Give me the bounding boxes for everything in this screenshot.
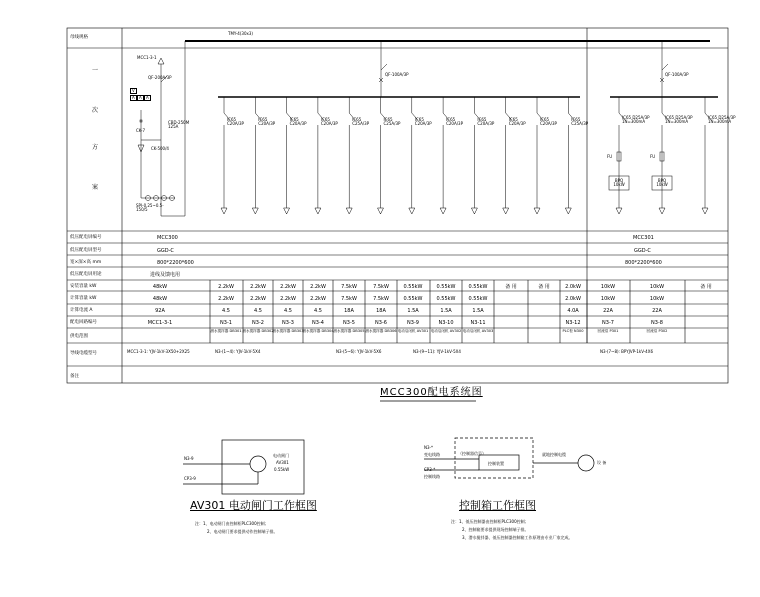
incoming-ck: CK-7	[136, 128, 145, 133]
cell-calc-7: 0.55kW	[403, 296, 423, 302]
cell-supply-4: 潜水搅拌器 DB304	[302, 329, 334, 333]
row-label-0: 母线规格	[70, 35, 88, 40]
rbranch-arrow-1	[659, 208, 665, 214]
cell-supply-3: 潜水搅拌器 DB303	[272, 329, 304, 333]
cable-note-incoming: MCC1-3-1: YJV-1kV-3X50+2X25	[127, 349, 190, 354]
ctrl-note-1: 注：1、低压控制器由控制柜PLC300控制；	[451, 519, 529, 524]
main-breaker-left: QF-100A/3P	[385, 72, 409, 77]
meter-box-a2: A	[139, 95, 142, 100]
branch-arrow-2	[284, 208, 290, 214]
cell-current-3: 4.5	[284, 308, 292, 314]
cell-calc-4: 2.2kW	[310, 296, 326, 302]
incoming-id: MCC1-3-1	[137, 55, 157, 60]
panel-right-id: MCC301	[633, 235, 654, 241]
ctrl-input-control: CP3-*	[424, 467, 436, 472]
cell-calc-13: 10kW	[600, 296, 616, 302]
ctrl-equipment-symbol	[578, 455, 594, 471]
branch-arrow-1	[252, 208, 258, 214]
branch-breaker-label-8: IC65 C20A/3P	[477, 117, 495, 127]
panel-left-id: MCC300	[157, 235, 178, 241]
cell-circuit-5: N3-5	[343, 320, 355, 326]
av-input-control: CP3-9	[184, 476, 196, 481]
ctrl-note-3: 3、潜水搅拌器、低压控制器控制箱工作原理由专业厂家完成。	[462, 535, 573, 540]
cell-current-2: 4.5	[254, 308, 262, 314]
av-device-power: 0.55kW	[274, 467, 290, 472]
cell-circuit-7: N3-9	[407, 320, 419, 326]
cell-current-0: 92A	[155, 308, 165, 314]
cell-calc-8: 0.55kW	[436, 296, 456, 302]
cell-install-9: 0.55kW	[468, 284, 488, 290]
incoming-meter: SPI-0.25~0.5-150/5	[136, 203, 164, 212]
cell-circuit-8: N3-10	[438, 320, 454, 326]
incoming-ct: CBD-250M 125A	[168, 120, 190, 129]
cable-note-7-8: N3-(7~8): BPYJVP-1kV-4X6	[600, 349, 653, 354]
branch-breaker-label-9: IC65 C20A/3P	[508, 117, 526, 127]
panel-right-size: 800*2200*600	[625, 260, 662, 266]
cell-current-8: 1.5A	[440, 308, 452, 314]
cell-calc-0: 48kW	[152, 296, 168, 302]
av-device-label: 电动闸门	[273, 453, 289, 458]
rbranch-arrow-0	[616, 208, 622, 214]
cell-current-1: 4.5	[222, 308, 230, 314]
cell-current-6: 18A	[376, 308, 386, 314]
cell-calc-3: 2.2kW	[280, 296, 296, 302]
ctrl-diagram-title: 控制箱工作框图	[459, 499, 536, 512]
cell-current-12: 4.0A	[567, 308, 579, 314]
cell-circuit-9: N3-11	[470, 320, 486, 326]
cell-install-14: 10kW	[649, 284, 665, 290]
row-label-4: 案	[92, 184, 99, 191]
row-label-12: 配电回路编号	[70, 320, 97, 325]
branch-arrow-9	[503, 208, 509, 214]
cell-install-0: 48kW	[152, 284, 168, 290]
cell-install-3: 2.2kW	[280, 284, 296, 290]
cell-supply-9: 电动启闭机 AV303	[462, 329, 494, 333]
branch-arrow-4	[346, 208, 352, 214]
cell-install-13: 10kW	[600, 284, 616, 290]
cell-current-14: 22A	[652, 308, 662, 314]
cell-calc-5: 7.5kW	[341, 296, 357, 302]
rbranch-breaker-label-1: IC65 D25A/3P 1N=300mA	[665, 115, 693, 125]
branch-breaker-label-0: IC65 C20A/3P	[227, 117, 244, 127]
row-label-7: 宽×深×高 mm	[70, 260, 102, 265]
branch-arrow-11	[565, 208, 571, 214]
av-device-id: AV301	[276, 460, 289, 465]
cell-supply-1: 潜水搅拌器 DB301	[210, 329, 242, 333]
cell-supply-5: 潜水搅拌器 DB305	[333, 329, 365, 333]
meter-box-a1: A	[132, 95, 135, 100]
ctrl-note-2: 2、控制箱要求提供现场控制端子排。	[462, 527, 529, 532]
cell-current-5: 18A	[344, 308, 354, 314]
incoming-arrow	[158, 58, 164, 64]
rbranch-device-label-0: FU	[607, 154, 613, 159]
cell-install-5: 7.5kW	[341, 284, 357, 290]
rbranch-device-label-1: FU	[650, 154, 656, 159]
branch-breaker-label-2: IC65 C20A/3P	[289, 117, 307, 127]
branch-arrow-3	[315, 208, 321, 214]
cell-calc-1: 2.2kW	[218, 296, 234, 302]
ctrl-input-power: N3-*	[424, 445, 433, 450]
branch-arrow-0	[221, 208, 227, 214]
cell-supply-8: 电动启闭机 AV302	[430, 329, 462, 333]
cell-supply-6: 潜水搅拌器 DB306	[365, 329, 397, 333]
panel-left-size: 800*2200*600	[157, 260, 194, 266]
branch-breaker-label-5: IC65 C25A/3P	[383, 117, 401, 127]
cell-install-11: 备 用	[538, 284, 550, 290]
row-label-1: 一	[92, 67, 99, 74]
av-diagram-title: AV301 电动闸门工作框图	[190, 499, 317, 512]
cell-supply-13: 回流泵 P301	[597, 329, 619, 333]
cell-circuit-0: MCC1-3-1	[147, 320, 173, 326]
ctrl-frame	[455, 438, 533, 478]
ctrl-input-control-sub: 控制线路	[424, 474, 440, 479]
cell-circuit-1: N3-1	[220, 320, 232, 326]
cell-install-10: 备 用	[505, 284, 517, 290]
cell-install-1: 2.2kW	[218, 284, 234, 290]
meter-box-v: V	[132, 88, 135, 93]
cable-note-5-6: N3-(5~6): YJV-1kV-5X6	[336, 349, 382, 354]
row-label-10: 计算容量 kW	[70, 296, 97, 301]
cell-calc-12: 2.0kW	[565, 296, 581, 302]
cell-current-9: 1.5A	[472, 308, 484, 314]
rbranch-breaker-label-0: IC65 D25A/3P 1N=300mA	[622, 115, 650, 125]
panel-left-model: GGD-C	[157, 248, 174, 254]
branch-breaker-label-4: IC65 C25A/3P	[352, 117, 370, 127]
rbranch-arrow-2	[702, 208, 708, 214]
cell-calc-14: 10kW	[649, 296, 665, 302]
branch-breaker-label-3: IC65 C20A/3P	[320, 117, 338, 127]
ctrl-output-label: 就地控制电缆	[542, 452, 566, 457]
ctrl-equipment-label: 设 备	[597, 460, 607, 465]
incoming-breaker: QF-200A/3P	[148, 75, 172, 80]
ctrl-input-power-sub: 变电线路	[424, 452, 440, 457]
branch-arrow-10	[534, 208, 540, 214]
cell-calc-6: 7.5kW	[373, 296, 389, 302]
av-frame	[222, 440, 304, 494]
row-label-13: 供电范围	[70, 334, 88, 339]
cell-install-4: 2.2kW	[310, 284, 326, 290]
cell-install-12: 2.0kW	[565, 284, 581, 290]
row-label-5: 低压配电屏编号	[70, 235, 102, 240]
cell-circuit-3: N3-3	[282, 320, 294, 326]
row-label-6: 低压配电屏型号	[70, 248, 102, 253]
cable-note-9-11: N3-(9~11): YJV-1kV-5X4	[413, 349, 461, 354]
row-label-15: 备注	[70, 374, 79, 379]
branch-arrow-6	[409, 208, 415, 214]
cell-install-2: 2.2kW	[250, 284, 266, 290]
branch-arrow-5	[378, 208, 384, 214]
cell-circuit-6: N3-6	[375, 320, 387, 326]
incoming-spd: CK-500/4	[151, 146, 169, 151]
row-label-11: 计算电流 A	[70, 308, 93, 313]
cell-supply-7: 电动启闭机 AV301	[397, 329, 429, 333]
row-label-3: 方	[92, 144, 99, 151]
row-label-8: 低压配电屏用途	[70, 272, 102, 277]
cell-install-15: 备 用	[700, 284, 712, 290]
cell-circuit-14: N3-8	[651, 320, 663, 326]
cell-current-7: 1.5A	[407, 308, 419, 314]
cell-circuit-12: N3-12	[565, 320, 581, 326]
av-note-2: 2、电动闸门要求提供动作控制端子排。	[207, 529, 278, 534]
ctrl-signal-label: （控制器信号）	[458, 451, 486, 456]
cell-install-6: 7.5kW	[373, 284, 389, 290]
cell-supply-14: 回流泵 P302	[646, 329, 668, 333]
cell-supply-2: 潜水搅拌器 DB302	[242, 329, 274, 333]
rbranch-breaker-label-2: IC65 D25A/3P 1N=300mA	[708, 115, 736, 125]
cell-install-7: 0.55kW	[403, 284, 423, 290]
panel-right-model: GGD-C	[634, 248, 651, 254]
branch-breaker-label-7: IC65 C20A/3P	[446, 117, 464, 127]
row-label-14: 导线电缆型号	[70, 351, 97, 356]
main-title: MCC300配电系统图	[380, 387, 483, 398]
cell-calc-9: 0.55kW	[468, 296, 488, 302]
branch-arrow-8	[471, 208, 477, 214]
cell-calc-2: 2.2kW	[250, 296, 266, 302]
branch-breaker-label-6: IC65 C20A/3P	[414, 117, 432, 127]
cell-current-4: 4.5	[314, 308, 322, 314]
av-input-power: N3-9	[184, 456, 194, 461]
cell-install-8: 0.55kW	[436, 284, 456, 290]
meter-box-a3: A	[146, 95, 149, 100]
main-breaker-right: QF-100A/3P	[665, 72, 689, 77]
feed-left-switch	[381, 64, 387, 70]
branch-breaker-label-1: IC65 C20A/3P	[258, 117, 276, 127]
cell-circuit-4: N3-4	[312, 320, 324, 326]
cell-current-13: 22A	[603, 308, 613, 314]
rbranch-box-label-0: BPQ 10kW	[613, 178, 625, 188]
row-label-2: 次	[92, 107, 99, 114]
feed-right-switch	[662, 64, 668, 70]
rbranch-box-label-1: BPQ 10kW	[656, 178, 668, 188]
branch-breaker-label-11: IC65 C25A/3P	[571, 117, 589, 127]
branch-arrow-7	[440, 208, 446, 214]
cell-circuit-13: N3-7	[602, 320, 614, 326]
ctrl-device-label: 控制装置	[488, 461, 504, 466]
av-motor	[250, 456, 266, 472]
cell-supply-12: PLC柜 N300	[562, 329, 584, 333]
branch-breaker-label-10: IC65 C20A/3P	[540, 117, 557, 127]
panel-left-use: 进线及馈电用	[150, 272, 181, 278]
row-label-9: 安装容量 kW	[70, 284, 97, 289]
busbar-label: TMY-4(30x3)	[228, 31, 253, 36]
cable-note-1-4: N3-(1~4): YJV-1kV-5X4	[215, 349, 261, 354]
av-note-1: 注：1、电动闸门由控制柜PLC300控制；	[195, 521, 269, 526]
cell-circuit-2: N3-2	[252, 320, 264, 326]
